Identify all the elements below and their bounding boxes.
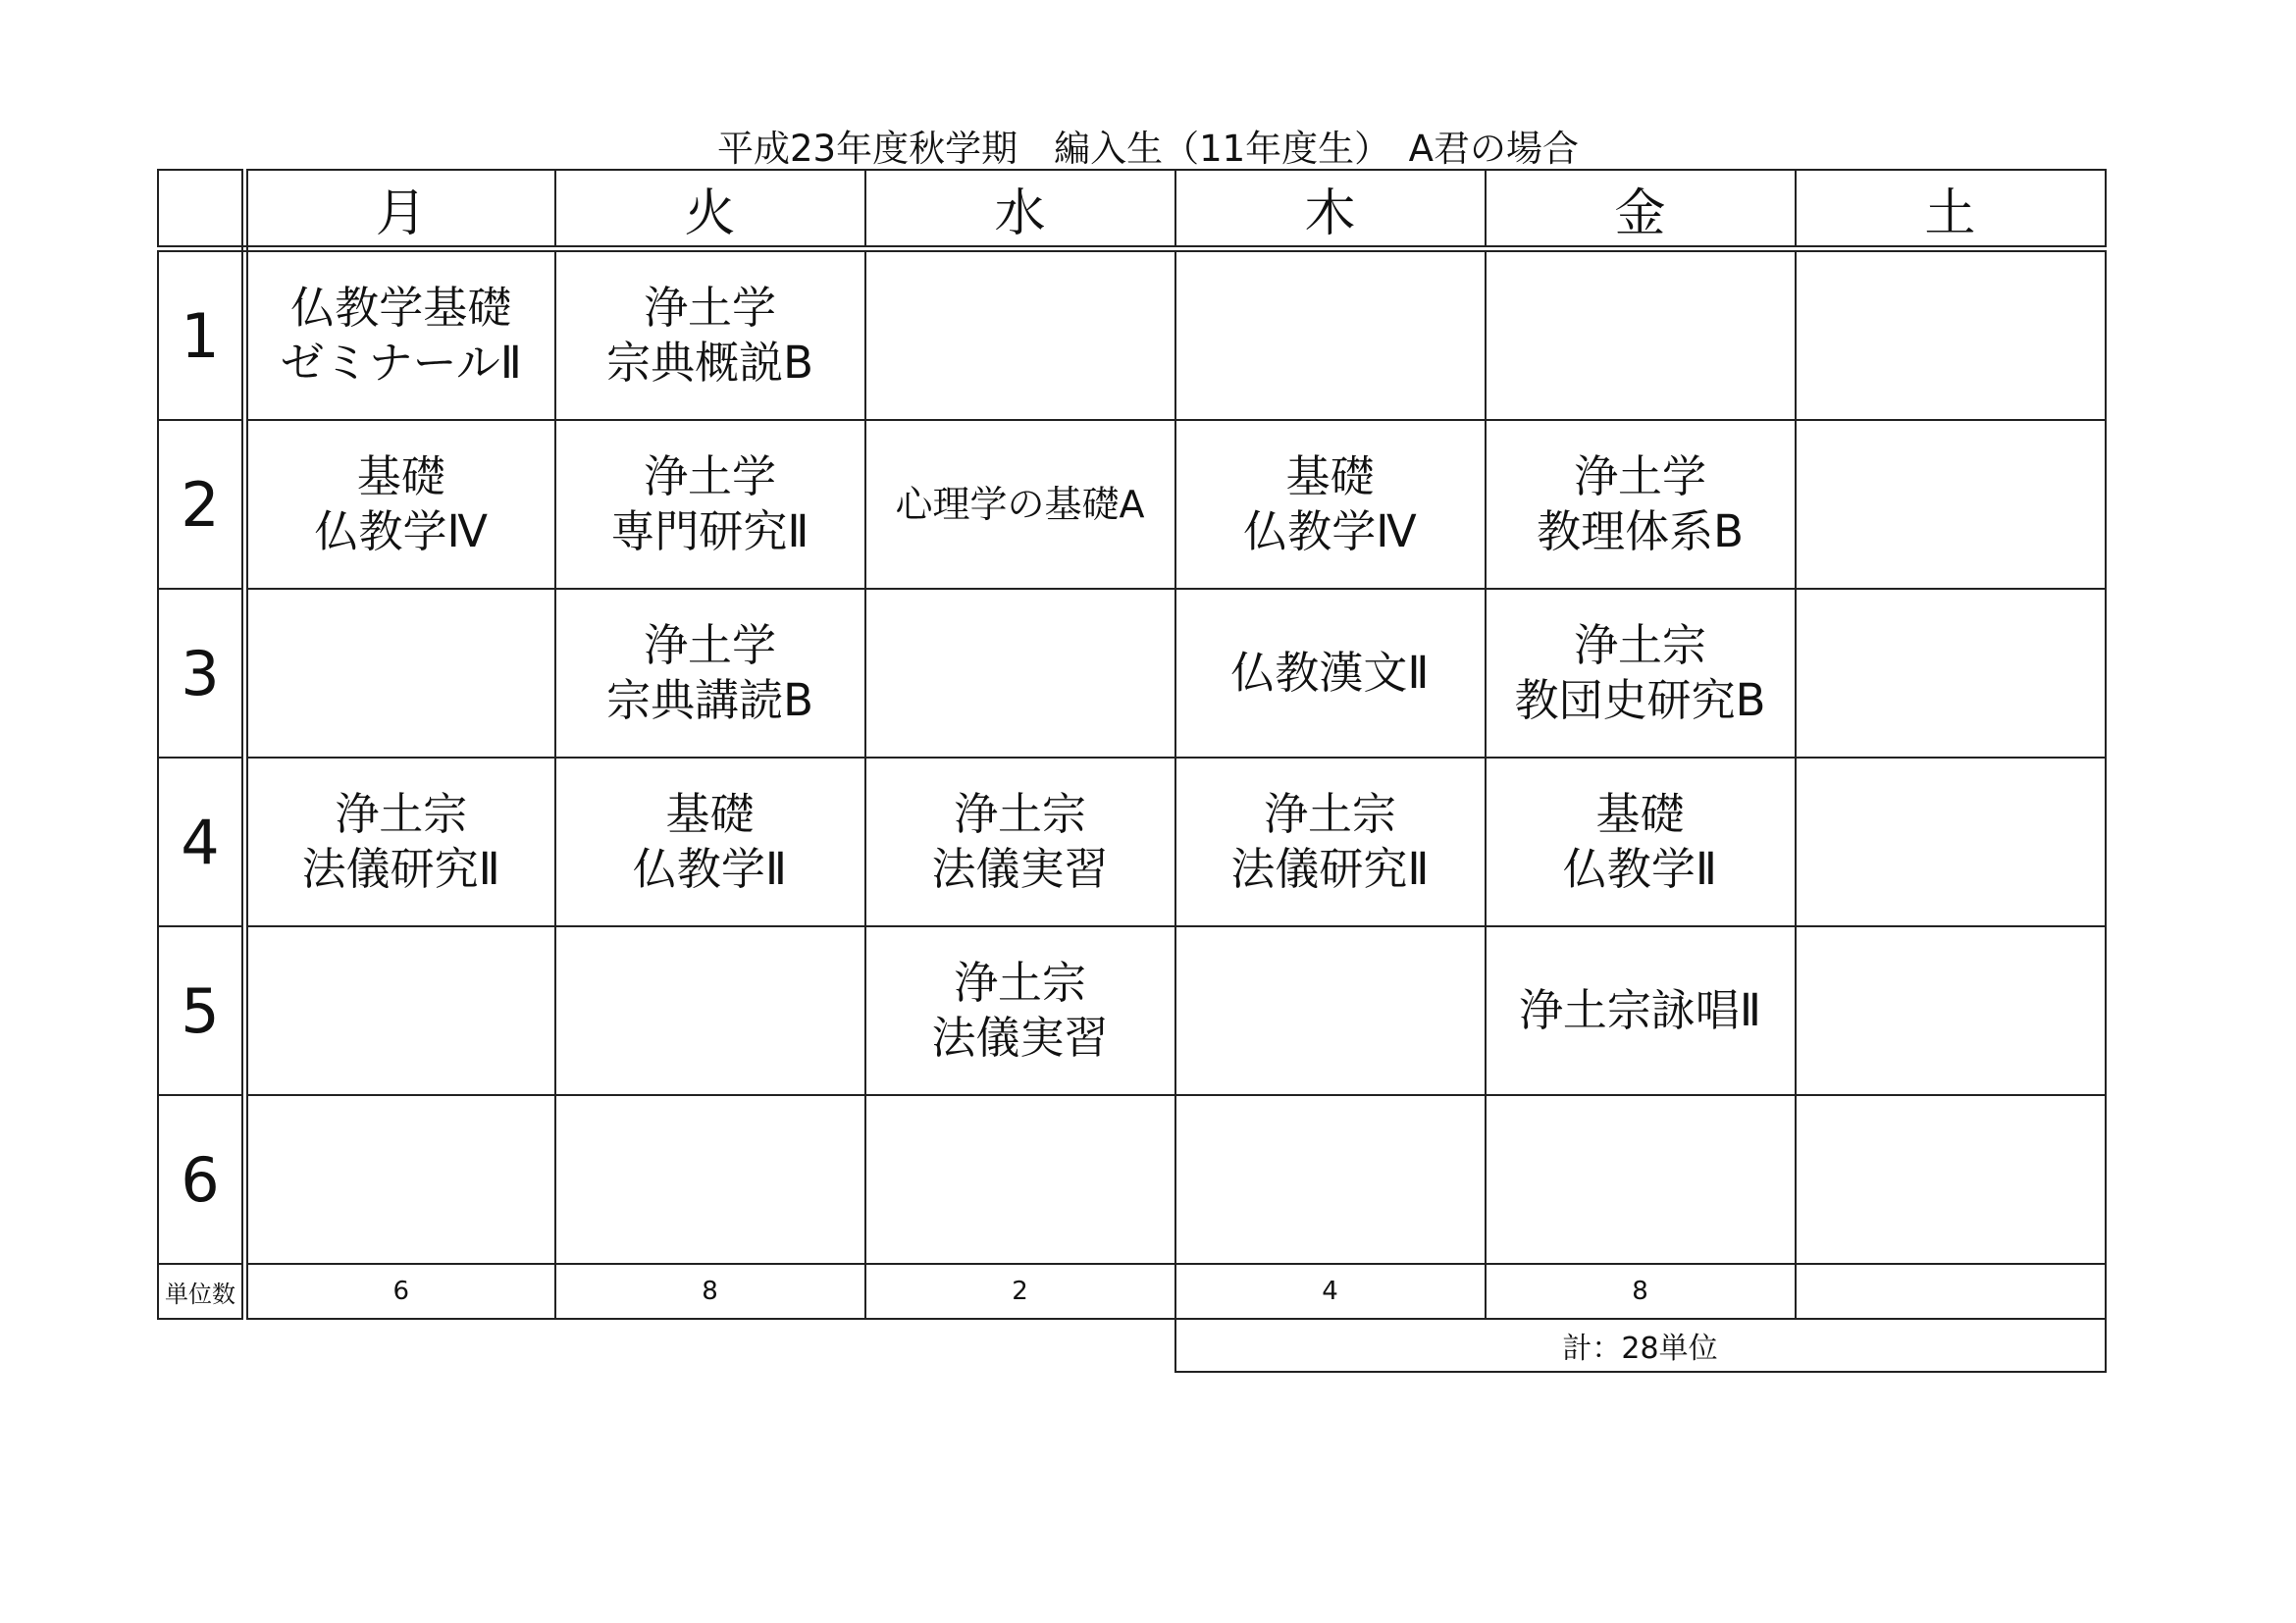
class-cell [865,926,1175,1095]
course-name-line: 基礎 [1285,450,1375,502]
class-cell [1175,758,1486,926]
class-cell [1796,589,2106,758]
units-label: 単位数 [158,1264,245,1319]
period-number: 1 [158,249,245,421]
course-name-line: 浄土宗 [1573,619,1706,671]
class-cell [555,1095,865,1264]
day-header: 火 [555,170,865,249]
class-cell [1175,1095,1486,1264]
period-number: 2 [158,420,245,589]
day-header: 月 [245,170,555,249]
page-title: 平成23年度秋学期 編入生（11年度生） A君の場合 [717,128,1579,170]
class-cell [245,249,555,421]
class-cell [1486,1095,1796,1264]
course-name-line: 浄土学 [643,282,776,334]
class-cell [1486,589,1796,758]
class-cell [245,758,555,926]
period-number: 6 [158,1095,245,1264]
class-cell [245,926,555,1095]
class-cell [1796,1095,2106,1264]
period-row [158,758,2106,926]
class-cell [1175,926,1486,1095]
class-cell [1796,758,2106,926]
period-row [158,420,2106,589]
day-header: 水 [865,170,1175,249]
course-name-line: 法儀実習 [931,843,1109,895]
day-header: 木 [1175,170,1486,249]
class-cell [555,249,865,421]
class-cell [555,420,865,589]
course-name-line: 心理学の基礎A [895,483,1145,526]
class-cell [865,589,1175,758]
course-name-line: ゼミナールⅡ [280,337,522,389]
class-cell [865,249,1175,421]
class-cell [1175,420,1486,589]
total-row [158,1319,2106,1372]
course-name-line: 浄土宗 [953,957,1086,1009]
corner-cell [158,170,245,249]
units-value: 8 [1486,1264,1796,1319]
day-header: 土 [1796,170,2106,249]
units-value: 2 [865,1264,1175,1319]
course-name-line: 教理体系B [1537,505,1744,557]
course-name-line: 宗典講読B [606,674,813,726]
class-cell [1486,420,1796,589]
course-name-line: 仏教学基礎 [290,282,512,334]
period-row [158,249,2106,421]
class-cell [1486,758,1796,926]
course-name-line: 仏教漢文Ⅱ [1230,647,1430,699]
period-row [158,1095,2106,1264]
course-name-line: 仏教学Ⅳ [314,505,489,557]
class-cell [245,589,555,758]
course-name-line: 浄土宗 [953,788,1086,840]
class-cell [865,758,1175,926]
class-cell [1175,249,1486,421]
units-value: 4 [1175,1264,1486,1319]
course-name-line: 専門研究Ⅱ [610,505,809,557]
course-name-line: 法儀研究Ⅱ [1230,843,1430,895]
class-cell [555,589,865,758]
class-cell [555,758,865,926]
class-cell [245,1095,555,1264]
class-cell [1796,249,2106,421]
class-cell [865,420,1175,589]
class-cell [1796,420,2106,589]
units-row [158,1264,2106,1319]
timetable [157,169,2107,1373]
class-cell [1175,589,1486,758]
course-name-line: 基礎 [665,788,755,840]
course-name-line: 浄土学 [643,619,776,671]
course-name-line: 基礎 [356,450,445,502]
course-name-line: 宗典概説B [606,337,813,389]
total-units: 計：28単位 [1175,1319,2106,1372]
class-cell [245,420,555,589]
units-value: 8 [555,1264,865,1319]
course-name-line: 浄土宗 [335,788,468,840]
day-header: 金 [1486,170,1796,249]
course-name-line: 仏教学Ⅱ [632,843,788,895]
total-spacer [158,1319,1175,1372]
class-cell [1486,926,1796,1095]
class-cell [555,926,865,1095]
course-name-line: 仏教学Ⅱ [1562,843,1718,895]
class-cell [1796,926,2106,1095]
course-name-line: 浄土宗 [1263,788,1396,840]
period-number: 5 [158,926,245,1095]
period-number: 3 [158,589,245,758]
day-header-row [158,170,2106,249]
course-name-line: 浄土学 [1573,450,1706,502]
course-name-line: 浄土学 [643,450,776,502]
course-name-line: 浄土宗詠唱Ⅱ [1518,984,1762,1036]
course-name-line: 基礎 [1595,788,1685,840]
units-value [1796,1264,2106,1319]
course-name-line: 法儀実習 [931,1012,1109,1064]
course-name-line: 仏教学Ⅳ [1243,505,1417,557]
period-row [158,926,2106,1095]
units-value: 6 [245,1264,555,1319]
class-cell [865,1095,1175,1264]
period-row [158,589,2106,758]
class-cell [1486,249,1796,421]
course-name-line: 教団史研究B [1514,674,1766,726]
course-name-line: 法儀研究Ⅱ [301,843,500,895]
period-number: 4 [158,758,245,926]
